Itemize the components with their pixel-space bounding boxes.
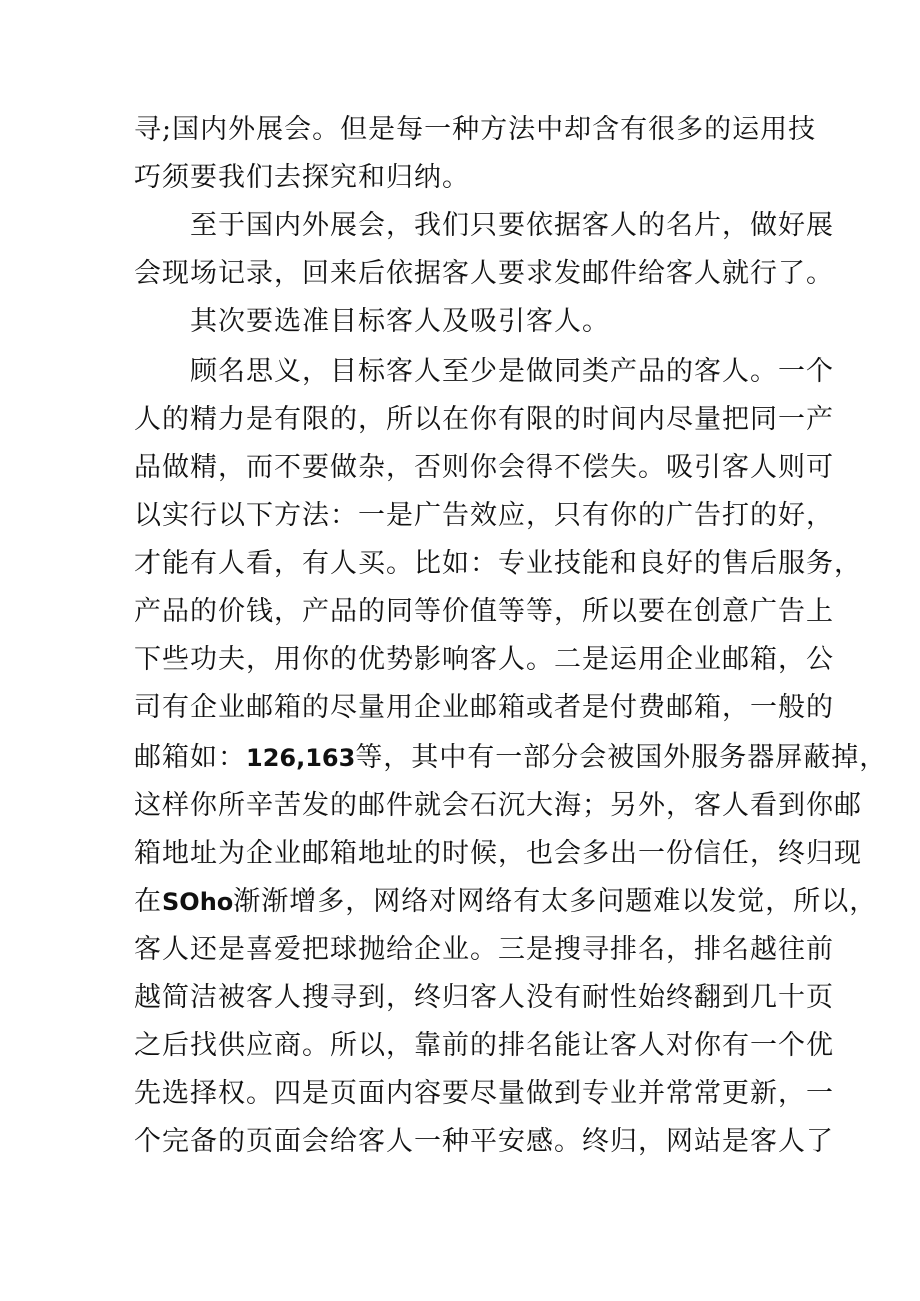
paragraph-start-line: 顾名思义，目标客人至少是做同类产品的客人。一个 [190,356,834,387]
text-line: 会现场记录，回来后依据客人要求发邮件给客人就行了。 [134,258,834,289]
latin-segment: 126,163 [246,744,356,772]
text-line: 箱地址为企业邮箱地址的时候，也会多出一份信任，终归现 [134,838,862,869]
text-line [134,884,877,920]
text-segment: 等，其中有一部分会被国外服务器屏蔽掉， [355,742,888,773]
text-line: 司有企业邮箱的尽量用企业邮箱或者是付费邮箱，一般的 [134,692,834,723]
text-segment: 在 [134,886,162,917]
latin-segment: SOho [162,888,234,916]
text-line: 产品的价钱，产品的同等价值等等，所以要在创意广告上 [134,596,834,627]
text-line: 巧须要我们去探究和归纳。 [134,162,470,193]
paragraph-start-line: 至于国内外展会，我们只要依据客人的名片，做好展 [190,210,834,241]
text-line: 品做精，而不要做杂，否则你会得不偿失。吸引客人则可 [134,452,834,483]
paragraph-start-line: 其次要选准目标客人及吸引客人。 [190,306,610,337]
text-line: 才能有人看，有人买。比如：专业技能和良好的售后服务， [134,548,862,579]
text-segment: 渐渐增多，网络对网络有太多问题难以发觉，所以， [233,886,878,917]
text-line: 之后找供应商。所以，靠前的排名能让客人对你有一个优 [134,1030,834,1061]
text-line: 越简洁被客人搜寻到，终归客人没有耐性始终翻到几十页 [134,982,834,1013]
text-line: 下些功夫，用你的优势影响客人。二是运用企业邮箱，公 [134,644,834,675]
text-line: 寻;国内外展会。但是每一种方法中却含有很多的运用技 [134,114,817,145]
text-line: 以实行以下方法：一是广告效应，只有你的广告打的好， [134,500,834,531]
text-line: 客人还是喜爱把球抛给企业。三是搜寻排名，排名越往前 [134,934,834,965]
text-line: 人的精力是有限的，所以在你有限的时间内尽量把同一产 [134,404,834,435]
text-line: 个完备的页面会给客人一种平安感。终归，网站是客人了 [134,1126,834,1157]
text-line: 这样你所辛苦发的邮件就会石沉大海；另外，客人看到你邮 [134,790,862,821]
text-line [134,740,887,776]
text-line: 先选择权。四是页面内容要尽量做到专业并常常更新，一 [134,1078,834,1109]
text-segment: 邮箱如： [134,742,246,773]
